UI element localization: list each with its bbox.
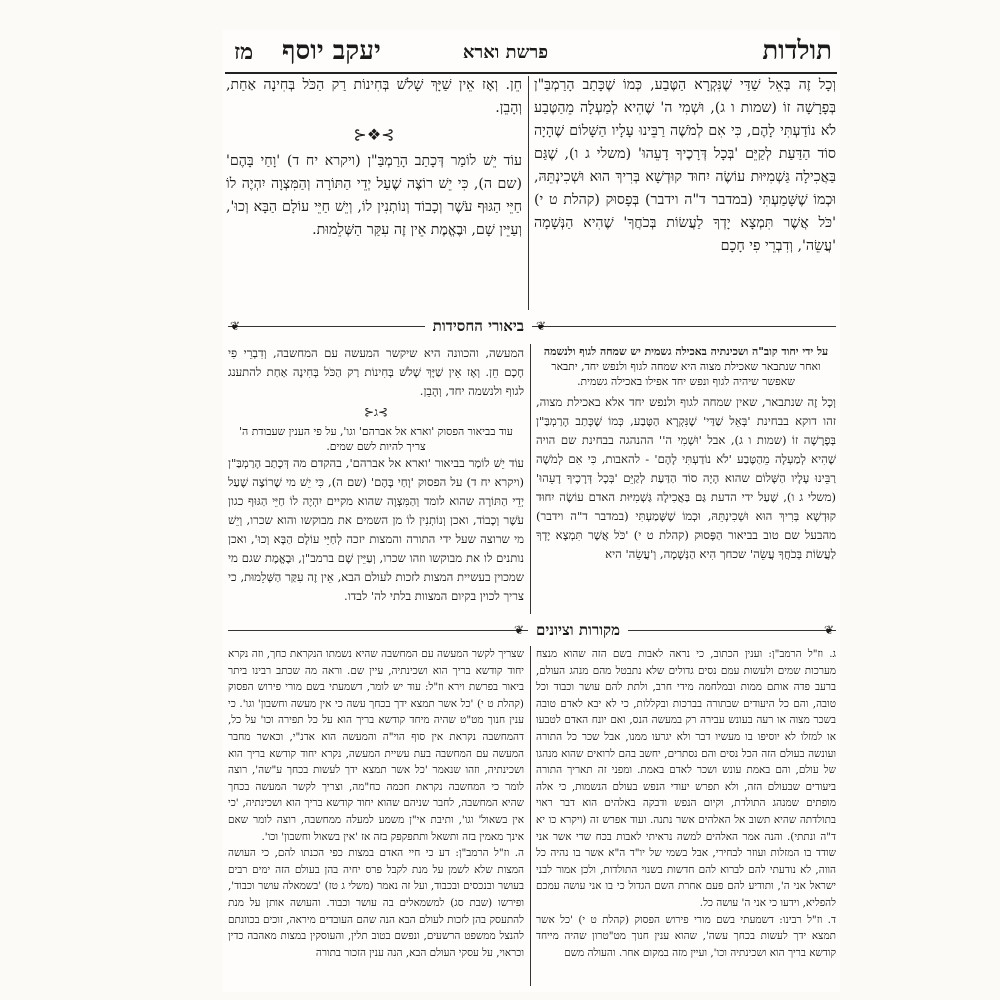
main-text-right-column <box>534 74 836 312</box>
column-divider <box>530 646 531 986</box>
mekorot-right-column <box>536 646 836 986</box>
mekorot-note: ד. וז"ל רבינו: דשמעתי בשם מורי פירוש הפסוק (קהלת ט י) 'כל אשר תמצא ידך לעשות בכחך עשה', שהוא ענין חנוך מט"טרון שהיה מייחד קודשא בריך הוא ושכינתיה וכו', ועיין מזה במקום אחר. והעולה משם <box>536 913 836 959</box>
mekorot-left-column <box>228 646 524 986</box>
ornament-icon: ❦ <box>535 319 546 333</box>
page-number: מז <box>234 39 254 65</box>
ornament-icon: ❦ <box>514 623 525 637</box>
ornament-divider: ⊱❖⊰ <box>353 125 395 144</box>
biurei-section-header <box>228 316 836 338</box>
ornament-icon: ❦ <box>823 623 834 637</box>
biurei-subheading: ואחר שנתבאר שאכילת מצוה היא שמחה לגוף ולנפש יחד, יתבאר שאפשר שיהיה לגוף ונפש יחד אפילו באכילה גשמית. <box>551 360 821 388</box>
ornament-divider: ⊱ג⊰ <box>363 405 389 419</box>
mekorot-note: ה. וז"ל הרמב"ן: דע כי חיי האדם במצות כפי הכנתו להם, כי העושה המצות שלא לשמן על מנת לקבל פרס יחיה בהן בעולם הזה ימים רבים בעושר ובנכסים ובכבוד, ועל זה נאמר (משלי ג טז) 'בשמאלה עושר וכבוד', ופירשו (שבת סג) למשמאלים בה עושר וכבוד. והעושה אותן על מנת להתעסק בהן לזכות לעולם הבא הנה שהם העובדים מיראה, זוכים בכוונתם להנצל ממשפט הרשעים, ונפשם בטוב תלין, והעוסקין במצות מאהבה כדין וכראוי, על עסקי העולם הבא, הנה ענין הזכור בתורה <box>228 847 524 959</box>
mekorot-note: ג. וז"ל הרמב"ן: וענין הכתוב, כי נראה לאבות בשם הזה שהוא מנצח מערכות שמים ולעשות עמם נסים גדולים שלא נתבטל מהם מנהג העולם, ברעב פדה אותם ממות ובמלחמה מידי חרב, ולתת להם עושר וכבוד וכל טובה, והם כל היעודים שבתורה בברכות ובקללות, כי לא יבא לאדם טובה בשכר מצוה או רעה בעונש עבירה רק במעשה הנס, ואם יונח האדם לטבעו או למזלו לא יוסיפו בו מעשיו דבר ולא יגרעו ממנו, אבל שכר כל התורה ועונשה בעולם הזה הכל נסים והם נסתרים, יחשב בהם לרואים שהוא מנהגו של עולם, והם באמת עונש ושכר לאדם באמת. ומפני זה תאריך התורה ביעודים שבעולם הזה, ולא תפרש יעודי הנפש בעולם הנשמות, כי אלה מופתים שמנהג התולדת, וקיום הנפש ודבקה באלהים הוא דבר ראוי בתולדתה שהיא תשוב אל האלהים אשר נתנה. ועוד אפרש זה (ויקרא כו יא ד"ה ונתתי). והנה אמר האלהים למשה נראיתי לאבות בכח שדי אשר אני שודד בו המזלות ועוזר לבחירי, אבל בשמי של יו"ד ה"א אשר בו נהיה כל הווה, לא נודעתי להם לברוא להם חדשות בשנוי התולדות, ולכן אמור לבני ישראל אני ה', ותודיע להם פעם אחרת השם הגדול כי בו אני עושה עמכם להפליא, וידעו כי אני ה' עושה כל. <box>536 648 836 909</box>
main-text-paragraph: עוֹד יֵשׁ לוֹמַר דְּכָתַב הָרַמְבַּ"ן (ויקרא יח ד) 'וָחַי בָּהֶם' (שם ה), כִּי יֵשׁ רוֹצֶה שֶׁעַל יְדֵי הַתּוֹרָה וְהַמִּצְוָה יִהְיֶה לוֹ חַיֵּי הַגּוּף עֹשֶׁר וְכָבוֹד וְנוֹתְנִין לוֹ, וְיֵשׁ חַיֵּי עוֹלָם הַבָּא וְכוּ', וְעַיֵּין שָׁם, וּבֶאֱמֶת אֵין זֶה עִקַּר הַשְּׁלֵמוּת. <box>226 153 522 238</box>
header-parasha: פרשת וארא <box>462 42 548 63</box>
mekorot-section-header <box>228 620 836 642</box>
biurei-paragraph: וְכָל זֶה שנתבאר, שאין שמחה לגוף ולנפש יחד אלא באכילת מצוה, זהו דוקא בבחינת 'בְּאֵל שַׁדַּי' שֶׁנִּקְרָא הַטֶּבַע, כְּמוֹ שֶׁכָּתַב הָרַמְבַּ"ן בְּפָרָשָׁה זוֹ (שמות ו ג), אבל 'וּשְׁמִי ה'' ההנהגה בבחינת שם הויה שֶׁהִיא לְמַעְלָה מֵהַטֶּבַע 'לֹא נוֹדַעְתִּי לָהֶם' - להאבות, כִּי אִם לְמֹשֶׁה רַבֵּינוּ עָלָיו הַשָּׁלוֹם שהוא הָיָה סוֹד הַדַּעַת לְקַיֵּם 'בְּכָל דְּרָכֶיךָ דָעֵהוּ' (משלי ג ו), שֶׁעַל ידי הדעת גַּם בַּאֲכִילָה גַּשְׁמִיּוּת האדם עוֹשֶׂה יִחוּד קוּדְשָׁא בְּרִיךְ הוּא וּשְׁכִינְתֵּהּ, וּכְמוֹ שֶׁשָּׁמַעְתִּי (במדבר ד"ה וידבר) מהבעל שם טוב בביאור הַפָּסוּק (קהלת ט י) 'כֹּל אֲשֶׁר תִּמְצָא יָדְךָ לַעֲשׂוֹת בְּכֹחֲךָ עֲשֵׂה' שכחך הִיא הַנְּשָׁמָה, וְ'עֲשֵׂה' היא <box>536 395 836 561</box>
header-book-name: תולדות <box>762 36 832 66</box>
header-title: יעקב יוסף <box>282 36 381 66</box>
biurei-title: ביאורי החסידות <box>425 316 532 336</box>
running-header <box>222 36 840 70</box>
main-text-left-column <box>226 74 522 312</box>
biurei-left-column <box>228 344 524 614</box>
column-divider <box>528 76 529 310</box>
mekorot-title: מקורות וציונים <box>528 620 628 640</box>
section-rule <box>228 326 836 327</box>
biurei-subheading: עוד בביאור הפסוק 'וארא אל אברהם' וגו', על פי הענין שעבודת ה' צריך להיות לשם שמים. <box>239 425 513 453</box>
biurei-paragraph: עוֹד יֵשׁ לוֹמַר בביאור 'וארא אל אברהם', בהקדם מה דְּכָתַב הָרַמְבַּ"ן (ויקרא יח ד) על הפסוק 'וָחַי בָּהֶם' (שם ה), כִּי יֵשׁ מי שֶׁרוֹצֶה שֶׁעַל יְדֵי הַתּוֹרָה שהוא לומד וְהַמִּצְוָה שהוא מקיים יִהְיֶה לוֹ חַיֵּי הַגּוּף כגון עֹשֶׁר וְכָבוֹד, ואכן וְנוֹתְנִין לוֹ מן השמים את מבוקשו והוא שכרו, וְיֵשׁ מי שרוצה שעל ידי התורה והמצות יזכה לְחַיֵּי עוֹלָם הַבָּא וְכוּ', ואכן נותנים לו את מבוקשו וזהו שכרו, וְעַיֵּין שָׁם ברמב"ן, וּבֶאֱמֶת שגם מי שמכוין בעשיית המצות לזכות לעולם הבא, אֵין זֶה עִקַּר הַשְּׁלֵמוּת, כי צריך לכוין בקיום המצוות בלתי לה' לבדו. <box>228 456 524 603</box>
column-divider <box>530 344 531 614</box>
ornament-icon: ❦ <box>230 319 241 333</box>
biurei-paragraph: המעשה, והכוונה היא שיקשר המעשה עם המחשבה, וְדִבְרֵי פִי חָכָם חֵן. וְאָז אֵין שַׁיָּךְ שָׁלֹשׁ בְּחִינוֹת רַק הַכֹּל בְּחִינָה אַחַת להתענג לגוף ולנשמה יחד, וְהָבֵן. <box>228 346 524 398</box>
main-text-paragraph: וְכָל זֶה בְּאֵל שַׁדַּי שֶׁנִּקְרָא הַטֶּבַע, כְּמוֹ שֶׁכָּתַב הָרַמְבַּ"ן בְּפָרָשָׁה זוֹ (שמות ו ג), וּשְׁמִי ה' שֶׁהִיא לְמַעְלָה מֵהַטֶּבַע לֹא נוֹדַעְתִּי לָהֶם, כִּי אִם לְמֹשֶׁה רַבֵּינוּ עָלָיו הַשָּׁלוֹם שֶׁהָיָה סוֹד הַדַּעַת לְקַיֵּם 'בְּכָל דְּרָכֶיךָ דָעֵהוּ' (משלי ג ו), שֶׁגַּם בַּאֲכִילָה גַּשְׁמִיּוּת עוֹשֶׂה יִחוּד קוּדְשָׁא בְּרִיךְ הוּא וּשְׁכִינְתֵּהּ, וּכְמוֹ שֶׁשָּׁמַעְתִּי (במדבר ד"ה וידבר) בְּפָסוּק (קהלת ט י) 'כֹּל אֲשֶׁר תִּמְצָא יָדְךָ לַעֲשׂוֹת בְּכֹחֲךָ' שֶׁהִיא הַנְּשָׁמָה 'עֲשֵׂה', וְדִבְרֵי פִי חָכָם <box>534 77 836 254</box>
mekorot-note: שצריך לקשר המעשה עם המחשבה שהיא נשמתו הנקראת כחך, וזה נקרא יחוד קודשא בריך הוא ושכינתיה, עיין שם. וראה מה שכתב רבינו ביתר ביאור בפרשת וירא וז"ל: עוד יש לומר, דשמעתי בשם מורי פירוש הפסוק (קהלת ט י) 'כל אשר תמצא ידך בכחך עשה כי אין מעשה וחשבון' וגו'. כי ענין חנוך מט"ט שהיה מיחד קודשא בריך הוא על כל תפירה וכו' על כל, דהמחשבה נקראת אין סוף הוי"ה והמעשה הוא אדנ"י, וכאשר מחבר המעשה עם המחשבה בעת עשיית המעשה, נקרא יחוד קודשא בריך הוא ושכינתיה, וזהו שנאמר 'כל אשר תמצא ידך לעשות בכחך ע"שה', רוצה לומר כי המחשבה נקראת חכמה כח"מה, וצריך לקשר המעשה בכחך שהיא המחשבה, לחבר שניהם שהוא יחוד קודשא בריך הוא ושכינתיה, 'כי אין בשאול' וגו', ותיבת אי"ן משמע למעלה ממחשבה, רוצה לומר שאם אינך מאמין בזה ותשאל ותתפקפק בזה אז 'אין בשאול וחשבון' וכו'. <box>228 648 524 843</box>
main-text-paragraph: חֵן. וְאָז אֵין שַׁיָּךְ שָׁלֹשׁ בְּחִינוֹת רַק הַכֹּל בְּחִינָה אַחַת, וְהָבֵן. <box>226 77 522 116</box>
biurei-right-column <box>536 344 836 614</box>
biurei-heading: על ידי יחוד קוב"ה ושכינתיה באכילה גשמית יש שמחה לגוף ולנשמה <box>543 345 829 358</box>
